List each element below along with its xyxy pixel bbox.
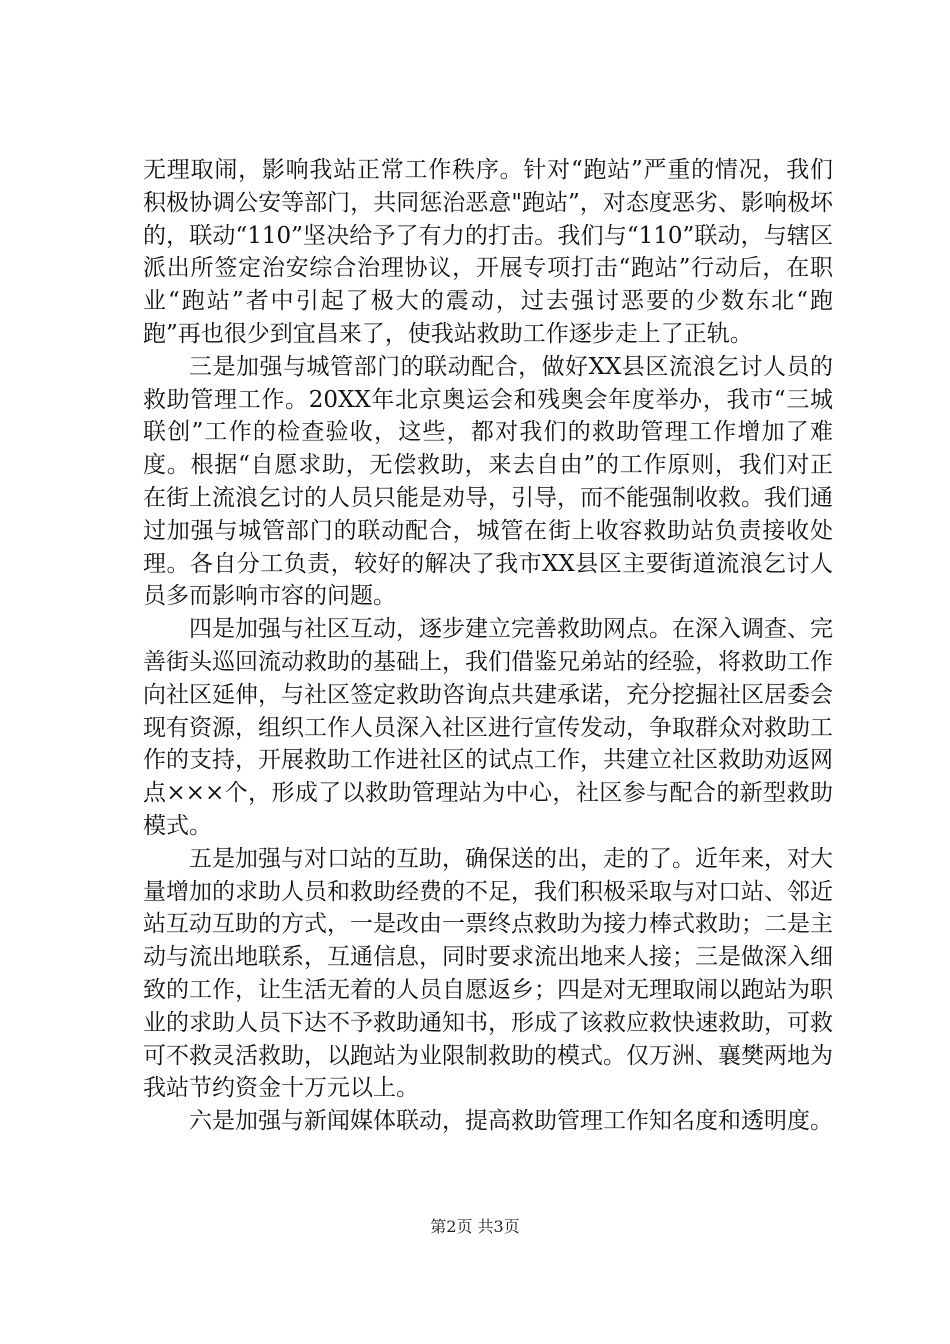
paragraph-community: 四是加强与社区互动，逐步建立完善救助网点。在深入调查、完善街头巡回流动救助的基础上，我们借鉴兄弟站的经验，将救助工作向社区延伸，与社区签定救助咨询点共建承诺，充分挖掘社区居委会现有资源，组织工作人员深入社区进行宣传发动，争取群众对救助工作的支持，开展救助工作进社区的试点工作，共建立社区救助劝返网点×××个，形成了以救助管理站为中心，社区参与配合的新型救助模式。 [143, 616, 833, 839]
paragraph-continuation: 无理取闹，影响我站正常工作秩序。针对“跑站”严重的情况，我们积极协调公安等部门，共同惩治恶意"跑站”，对态度恶劣、影响极坏的，联动“110”坚决给予了有力的打击。我们与“110”联动，与辖区派出所签定治安综合治理协议，开展专项打击“跑站”行动后，在职业“跑站”者中引起了极大的震动，过去强讨恶要的少数东北“跑跑”再也很少到宜昌来了，使我站救助工作逐步走上了正轨。 [143, 157, 833, 347]
page-number-footer: 第2页 共3页 [430, 1217, 520, 1236]
document-body [143, 154, 833, 1138]
paragraph-news-media: 六是加强与新闻媒体联动，提高救助管理工作知名度和透明度。 [189, 1108, 833, 1135]
paragraph-city-management: 三是加强与城管部门的联动配合，做好XX县区流浪乞讨人员的救助管理工作。20XX年北京奥运会和残奥会年度举办，我市“三城联创”工作的检查验收，这些，都对我们的救助管理工作增加了难度。根据“自愿求助，无偿救助，来去自由”的工作原则，我们对正在街上流浪乞讨的人员只能是劝导，引导，而不能强制收救。我们通过加强与城管部门的联动配合，城管在街上收容救助站负责接收处理。各自分工负责，较好的解决了我市XX县区主要街道流浪乞讨人员多而影响市容的问题。 [143, 353, 833, 610]
paragraph-counterpart-station: 五是加强与对口站的互助，确保送的出，走的了。近年来，对大量增加的求助人员和救助经费的不足，我们积极采取与对口站、邻近站互动互助的方式，一是改由一票终点救助为接力棒式救助；二是主动与流出地联系，互通信息，同时要求流出地来人接；三是做深入细致的工作，让生活无着的人员自愿返乡；四是对无理取闹以跑站为职业的求助人员下达不予救助通知书，形成了该救应救快速救助，可救可不救灵活救助，以跑站为业限制救助的模式。仅万洲、襄樊两地为我站节约资金十万元以上。 [143, 845, 833, 1102]
